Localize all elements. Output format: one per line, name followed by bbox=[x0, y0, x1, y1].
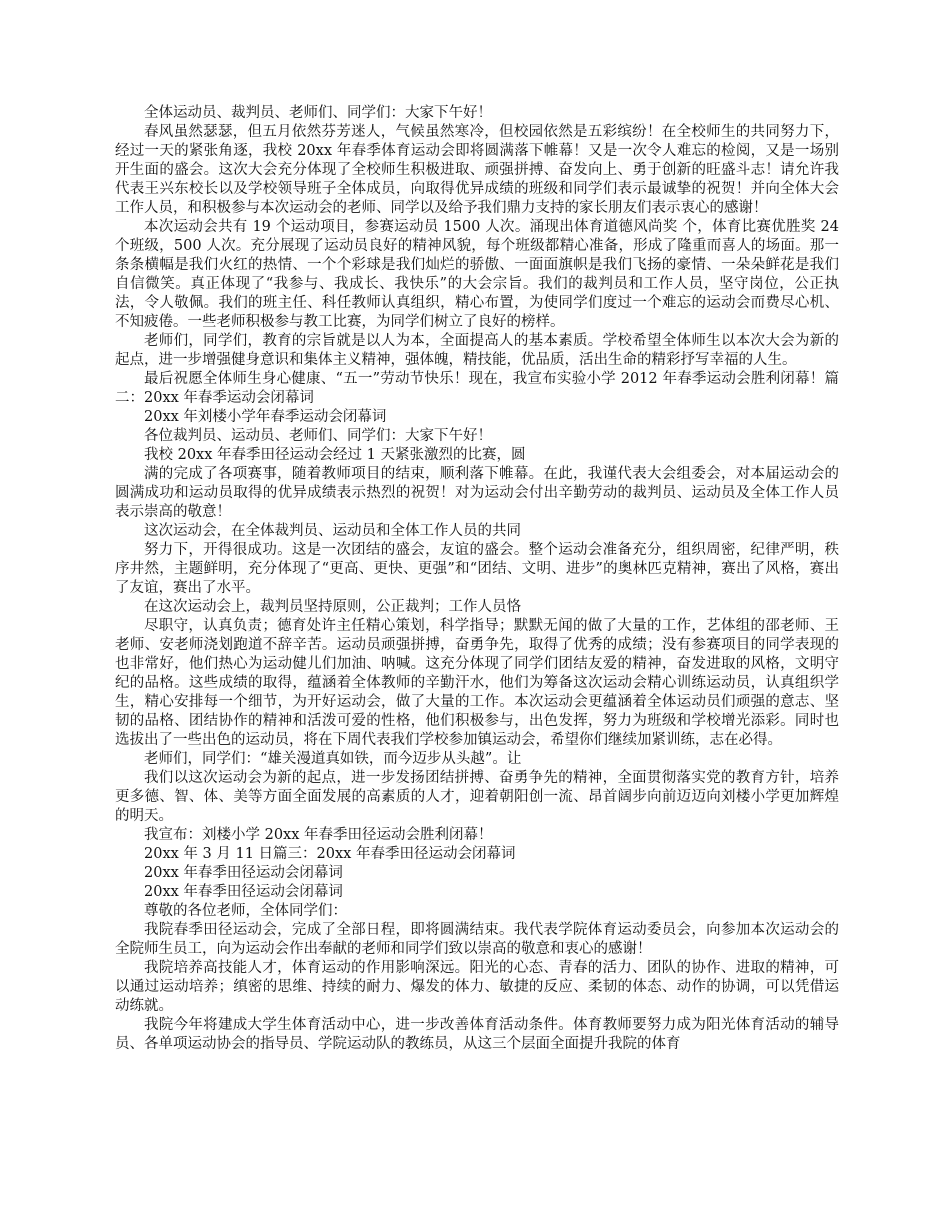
paragraph: 老师们，同学们：“雄关漫道真如铁，而今迈步从头越”。让 bbox=[144, 751, 522, 767]
paragraph: 20xx 年春季田径运动会闭幕词 bbox=[144, 865, 343, 881]
paragraph: 最后祝愿全体师生身心健康、“五一”劳动节快乐！现在，我宣布实验小学 2012 年春季运动会胜利闭幕！篇二：20xx 年春季运动会闭幕词 bbox=[115, 371, 839, 406]
paragraph: 我宣布：刘楼小学 20xx 年春季田径运动会胜利闭幕！ bbox=[144, 827, 493, 843]
paragraph: 这次运动会，在全体裁判员、运动员和全体工作人员的共同 bbox=[144, 523, 521, 539]
paragraph: 我校 20xx 年春季田径运动会经过 1 天紧张激烈的比赛，圆 bbox=[144, 447, 526, 463]
paragraph: 尊敬的各位老师，全体同学们： bbox=[144, 903, 347, 919]
paragraph: 我们以这次运动会为新的起点，进一步发扬团结拼搏、奋勇争先的精神，全面贯彻落实党的教育方针，培养更多德、智、体、美等方面全面发展的高素质的人才，迎着朝阳创一流、昂首阔步向前迈迈向刘楼小学更加辉煌的明天。 bbox=[115, 770, 839, 824]
paragraph: 满的完成了各项赛事，随着教师项目的结束，顺利落下帷幕。在此，我谨代表大会组委会，对本届运动会的圆满成功和运动员取得的优异成绩表示热烈的祝贺！对为运动会付出辛勤劳动的裁判员、运动员及全体工作人员表示崇高的敬意！ bbox=[115, 466, 839, 520]
paragraph: 20xx 年刘楼小学年春季运动会闭幕词 bbox=[144, 409, 387, 425]
paragraph: 老师们，同学们，教育的宗旨就是以人为本，全面提高人的基本素质。学校希望全体师生以本次大会为新的起点，进一步增强健身意识和集体主义精神，强体魄，精技能，优品质，活出生命的精彩抒写幸福的人生。 bbox=[115, 333, 839, 368]
paragraph: 本次运动会共有 19 个运动项目，参赛运动员 1500 人次。涌现出体育道德风尚奖 个，体育比赛优胜奖 24 个班级，500 人次。充分展现了运动员良好的精神风貌，每个班级都精心准备，形成了隆重而喜人的场面。那一条条横幅是我们火红的热情、一个个彩球是我们灿烂的骄傲、一面面旗帜是我们飞扬的豪情、一朵朵鲜花是我们自信微笑。真正体现了“我参与、我成长、我快乐”的大会宗旨。我们的裁判员和工作人员，坚守岗位，公正执法，令人敬佩。我们的班主任、科任教师认真组织，精心布置，为使同学们度过一个难忘的运动会而费尽心机、不知疲倦。一些老师积极参与教工比赛，为同学们树立了良好的榜样。 bbox=[115, 219, 839, 330]
paragraph: 尽职守，认真负责；德育处许主任精心策划，科学指导；默默无闻的做了大量的工作，艺体组的邵老师、王老师、安老师浇划跑道不辞辛苦。运动员顽强拼搏，奋勇争先，取得了优秀的成绩；没有参赛项目的同学表现的也非常好，他们热心为运动健儿们加油、呐喊。这充分体现了同学们团结友爱的精神，奋发进取的风格，文明守纪的品格。这些成绩的取得，蕴涵着全体教师的辛勤汗水，他们为筹备这次运动会精心训练运动员，认真组织学生，精心安排每一个细节，为开好运动会，做了大量的工作。本次运动会更蕴涵着全体运动员们顽强的意志、坚韧的品格、团结协作的精神和活泼可爱的性格，他们积极参与，出色发挥，努力为班级和学校增光添彩。同时也选拔出了一些出色的运动员，将在下周代表我们学校参加镇运动会，希望你们继续加紧训练，志在必得。 bbox=[115, 618, 839, 748]
paragraph: 20xx 年 3 月 11 日篇三：20xx 年春季田径运动会闭幕词 bbox=[144, 846, 516, 862]
paragraph: 各位裁判员、运动员、老师们、同学们：大家下午好！ bbox=[144, 428, 492, 444]
paragraph: 春风虽然瑟瑟，但五月依然芬芳迷人，气候虽然寒冷，但校园依然是五彩缤纷！在全校师生的共同努力下，经过一天的紧张角逐，我校 20xx 年春季体育运动会即将圆满落下帷幕！又是一次令人难忘的检阅，又是一场别开生面的盛会。这次大会充分体现了全校师生积极进取、顽强拼搏、奋发向上、勇于创新的旺盛斗志！请允许我代表王兴东校长以及学校领导班子全体成员，向取得优异成绩的班级和同学们表示最诚挚的祝贺！并向全体大会工作人员，和积极参与本次运动会的老师、同学以及给予我们鼎力支持的家长朋友们表示衷心的感谢！ bbox=[115, 124, 839, 216]
paragraph: 我院培养高技能人才，体育运动的作用影响深远。阳光的心态、青春的活力、团队的协作、进取的精神，可以通过运动培养；缜密的思维、持续的耐力、爆发的体力、敏捷的反应、柔韧的体态、动作的协调，可以凭借运动练就。 bbox=[115, 960, 839, 1014]
paragraph: 在这次运动会上，裁判员坚持原则，公正裁判；工作人员恪 bbox=[144, 599, 521, 615]
paragraph: 我院春季田径运动会，完成了全部日程，即将圆满结束。我代表学院体育运动委员会，向参加本次运动会的全院师生员工，向为运动会作出奉献的老师和同学们致以崇高的敬意和衷心的感谢！ bbox=[115, 922, 839, 957]
paragraph: 全体运动员、裁判员、老师们、同学们：大家下午好！ bbox=[144, 105, 492, 121]
paragraph: 20xx 年春季田径运动会闭幕词 bbox=[144, 884, 343, 900]
paragraph: 努力下，开得很成功。这是一次团结的盛会，友谊的盛会。整个运动会准备充分，组织周密，纪律严明，秩序井然，主题鲜明，充分体现了“更高、更快、更强”和“团结、文明、进步”的奥林匹克精神，赛出了风格，赛出了友谊，赛出了水平。 bbox=[115, 542, 839, 596]
paragraph: 我院今年将建成大学生体育活动中心，进一步改善体育活动条件。体育教师要努力成为阳光体育活动的辅导员、各单项运动协会的指导员、学院运动队的教练员，从这三个层面全面提升我院的体育 bbox=[115, 1017, 839, 1052]
document-body bbox=[115, 104, 839, 1054]
